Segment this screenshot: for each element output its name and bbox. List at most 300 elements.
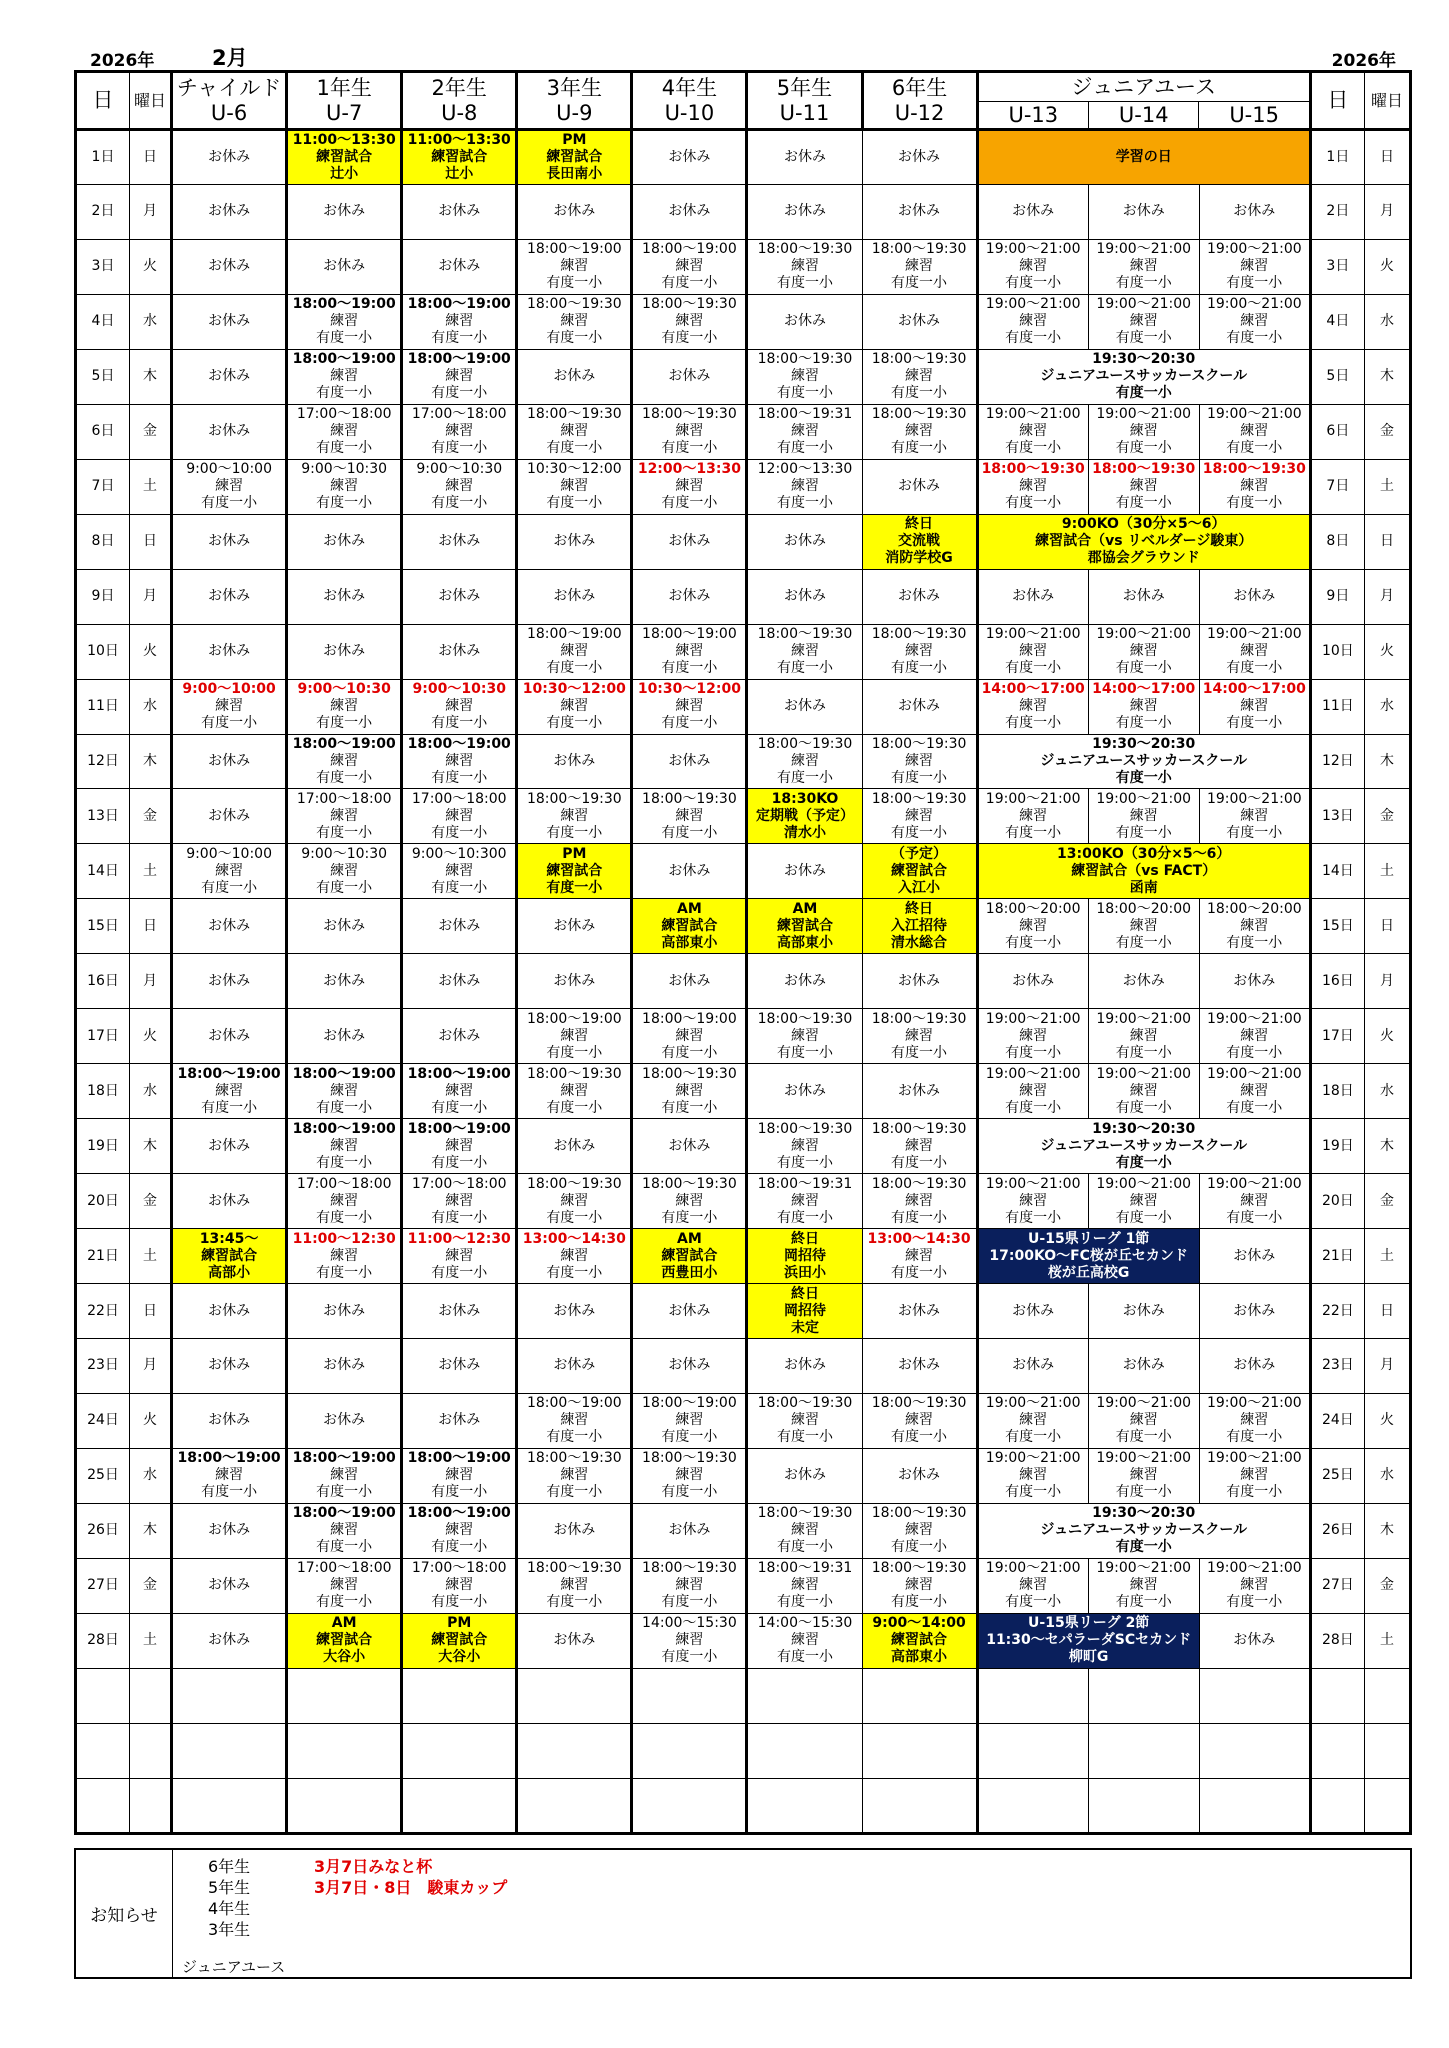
schedule-cell: 19:00～21:00 練習 有度一小 — [1199, 1009, 1310, 1064]
empty-cell — [977, 1723, 1088, 1778]
header-row — [76, 72, 1411, 130]
schedule-cell: 19:00～21:00 練習 有度一小 — [1088, 404, 1199, 459]
schedule-cell: AM 練習試合 西豊田小 — [632, 1229, 747, 1284]
notice-item: 4年生 — [208, 1899, 251, 1918]
schedule-cell: 18:00～19:00 練習 有度一小 — [632, 239, 747, 294]
schedule-cell: お休み — [172, 569, 287, 624]
schedule-cell: 17:00～18:00 練習 有度一小 — [402, 1558, 517, 1613]
schedule-cell: お休み — [517, 1613, 632, 1668]
day-row — [76, 789, 1411, 844]
weekday: 日 — [130, 130, 172, 185]
schedule-cell: お休み — [747, 679, 862, 734]
weekday-right: 月 — [1364, 954, 1410, 1009]
schedule-cell: お休み — [632, 130, 747, 185]
schedule-cell: U-15県リーグ 2節 11:30～セパラーダSCセカンド 柳町G — [977, 1613, 1199, 1668]
schedule-cell: 18:00～19:00 練習 有度一小 — [172, 1064, 287, 1119]
weekday-right: 火 — [1364, 239, 1410, 294]
day-number-right: 1日 — [1310, 130, 1364, 185]
schedule-cell: 11:00～12:30 練習 有度一小 — [402, 1229, 517, 1284]
schedule-cell: 18:00～20:00 練習 有度一小 — [1088, 899, 1199, 954]
header-grade-u9: 3年生 U-9 — [517, 72, 632, 130]
schedule-cell: 19:00～21:00 練習 有度一小 — [977, 1448, 1088, 1503]
schedule-cell: 18:00～19:00 練習 有度一小 — [632, 1009, 747, 1064]
schedule-cell: お休み — [517, 514, 632, 569]
empty-cell — [1088, 1668, 1199, 1723]
schedule-cell: 18:00～20:00 練習 有度一小 — [1199, 899, 1310, 954]
schedule-cell: お休み — [977, 1338, 1088, 1393]
schedule-cell: お休み — [747, 844, 862, 899]
schedule-cell: 19:00～21:00 練習 有度一小 — [977, 1064, 1088, 1119]
schedule-cell: 11:00～12:30 練習 有度一小 — [287, 1229, 402, 1284]
weekday-right: 日 — [1364, 130, 1410, 185]
schedule-cell: 19:30～20:30 ジュニアユースサッカースクール 有度一小 — [977, 1119, 1310, 1174]
weekday: 日 — [130, 514, 172, 569]
schedule-cell: お休み — [402, 1009, 517, 1064]
schedule-cell: お休み — [1088, 1284, 1199, 1339]
schedule-cell: お休み — [172, 1338, 287, 1393]
weekday: 月 — [130, 1338, 172, 1393]
weekday: 水 — [130, 294, 172, 349]
day-row — [76, 1393, 1411, 1448]
schedule-cell: 19:00～21:00 練習 有度一小 — [977, 1174, 1088, 1229]
schedule-cell: お休み — [172, 184, 287, 239]
schedule-cell: お休み — [402, 1284, 517, 1339]
weekday: 火 — [130, 1009, 172, 1064]
schedule-cell: 10:30～12:00 練習 有度一小 — [632, 679, 747, 734]
weekday: 木 — [130, 734, 172, 789]
empty-row — [76, 1668, 1411, 1723]
schedule-cell: 17:00～18:00 練習 有度一小 — [287, 1558, 402, 1613]
day-number-right: 20日 — [1310, 1174, 1364, 1229]
schedule-cell: お休み — [632, 1338, 747, 1393]
schedule-cell: お休み — [747, 294, 862, 349]
schedule-cell: 10:30～12:00 練習 有度一小 — [517, 459, 632, 514]
schedule-cell: 18:00～19:00 練習 有度一小 — [517, 239, 632, 294]
schedule-cell: お休み — [517, 349, 632, 404]
empty-cell — [76, 1723, 130, 1778]
day-row — [76, 1503, 1411, 1558]
weekday: 日 — [130, 899, 172, 954]
day-number: 13日 — [76, 789, 130, 844]
weekday-right: 金 — [1364, 404, 1410, 459]
schedule-cell: 18:00～19:30 練習 有度一小 — [862, 1393, 977, 1448]
day-number: 24日 — [76, 1393, 130, 1448]
day-number: 8日 — [76, 514, 130, 569]
schedule-cell: 9:00～10:30 練習 有度一小 — [402, 679, 517, 734]
schedule-cell: 19:00～21:00 練習 有度一小 — [1088, 1174, 1199, 1229]
schedule-cell: お休み — [747, 954, 862, 1009]
empty-cell — [287, 1668, 402, 1723]
schedule-cell: 18:00～19:31 練習 有度一小 — [747, 1174, 862, 1229]
day-number: 28日 — [76, 1613, 130, 1668]
schedule-cell: （予定） 練習試合 入江小 — [862, 844, 977, 899]
empty-cell — [1364, 1723, 1410, 1778]
schedule-cell: 19:30～20:30 ジュニアユースサッカースクール 有度一小 — [977, 1503, 1310, 1558]
schedule-cell: お休み — [172, 294, 287, 349]
empty-cell — [287, 1778, 402, 1833]
schedule-cell: お休み — [402, 239, 517, 294]
schedule-cell: 12:00～13:30 練習 有度一小 — [747, 459, 862, 514]
schedule-cell: お休み — [287, 954, 402, 1009]
empty-cell — [130, 1668, 172, 1723]
schedule-cell: 18:00～19:30 練習 有度一小 — [862, 1503, 977, 1558]
empty-cell — [402, 1723, 517, 1778]
schedule-cell: 9:00～10:30 練習 有度一小 — [287, 459, 402, 514]
day-number-right: 26日 — [1310, 1503, 1364, 1558]
schedule-cell: お休み — [632, 734, 747, 789]
schedule-cell: 終日 岡招待 浜田小 — [747, 1229, 862, 1284]
empty-row — [76, 1778, 1411, 1833]
schedule-cell: 19:00～21:00 練習 有度一小 — [1088, 1448, 1199, 1503]
empty-cell — [402, 1668, 517, 1723]
schedule-cell: お休み — [632, 1119, 747, 1174]
schedule-cell: 19:00～21:00 練習 有度一小 — [1088, 1558, 1199, 1613]
weekday: 火 — [130, 239, 172, 294]
header-junior-youth: ジュニアユース U-13 U-14 U-15 — [977, 72, 1310, 130]
schedule-cell: 学習の日 — [977, 130, 1310, 185]
schedule-cell: 18:00～19:30 練習 有度一小 — [517, 1448, 632, 1503]
schedule-cell: お休み — [977, 1284, 1088, 1339]
schedule-cell: 18:00～19:00 練習 有度一小 — [287, 294, 402, 349]
empty-cell — [1088, 1778, 1199, 1833]
schedule-cell: 18:00～19:00 練習 有度一小 — [402, 734, 517, 789]
header-grade-u8: 2年生 U-8 — [402, 72, 517, 130]
weekday: 木 — [130, 1119, 172, 1174]
schedule-cell: 17:00～18:00 練習 有度一小 — [287, 1174, 402, 1229]
weekday-right: 木 — [1364, 734, 1410, 789]
empty-cell — [1088, 1723, 1199, 1778]
weekday: 火 — [130, 624, 172, 679]
schedule-cell: 10:30～12:00 練習 有度一小 — [517, 679, 632, 734]
day-number-right: 17日 — [1310, 1009, 1364, 1064]
schedule-cell: お休み — [172, 1009, 287, 1064]
schedule-cell: 19:00～21:00 練習 有度一小 — [1088, 1064, 1199, 1119]
day-number: 22日 — [76, 1284, 130, 1339]
schedule-cell: 19:00～21:00 練習 有度一小 — [977, 789, 1088, 844]
schedule-cell: 18:00～19:30 練習 有度一小 — [862, 1558, 977, 1613]
schedule-cell: 18:00～19:30 練習 有度一小 — [747, 1119, 862, 1174]
day-number: 9日 — [76, 569, 130, 624]
schedule-cell: 18:00～19:00 練習 有度一小 — [287, 1064, 402, 1119]
schedule-cell: 18:00～19:00 練習 有度一小 — [632, 624, 747, 679]
day-number: 3日 — [76, 239, 130, 294]
schedule-cell: お休み — [172, 1558, 287, 1613]
schedule-cell: 終日 入江招待 清水総合 — [862, 899, 977, 954]
day-row — [76, 1284, 1411, 1339]
day-number-right: 18日 — [1310, 1064, 1364, 1119]
empty-cell — [130, 1723, 172, 1778]
schedule-cell: お休み — [172, 624, 287, 679]
empty-cell — [632, 1778, 747, 1833]
day-number: 6日 — [76, 404, 130, 459]
schedule-cell: 18:00～19:30 練習 有度一小 — [517, 789, 632, 844]
schedule-cell: AM 練習試合 大谷小 — [287, 1613, 402, 1668]
day-number-right: 28日 — [1310, 1613, 1364, 1668]
empty-cell — [862, 1778, 977, 1833]
day-row — [76, 459, 1411, 514]
empty-cell — [1310, 1778, 1364, 1833]
schedule-cell: お休み — [1088, 1338, 1199, 1393]
empty-cell — [977, 1668, 1088, 1723]
day-number-right: 19日 — [1310, 1119, 1364, 1174]
schedule-cell: 18:00～19:30 練習 有度一小 — [632, 1064, 747, 1119]
notice-label: お知らせ — [76, 1850, 173, 1977]
weekday-right: 火 — [1364, 1009, 1410, 1064]
header-grade-u12: 6年生 U-12 — [862, 72, 977, 130]
day-row — [76, 569, 1411, 624]
schedule-cell: PM 練習試合 有度一小 — [517, 844, 632, 899]
day-row — [76, 1064, 1411, 1119]
day-number-right: 24日 — [1310, 1393, 1364, 1448]
day-number: 23日 — [76, 1338, 130, 1393]
schedule-cell: お休み — [172, 1503, 287, 1558]
day-number: 12日 — [76, 734, 130, 789]
weekday: 金 — [130, 1174, 172, 1229]
monthly-schedule-table — [74, 70, 1412, 1835]
schedule-cell: お休み — [862, 679, 977, 734]
schedule-cell: 19:00～21:00 練習 有度一小 — [977, 404, 1088, 459]
weekday: 土 — [130, 1613, 172, 1668]
schedule-cell: 18:00～19:30 練習 有度一小 — [747, 1503, 862, 1558]
schedule-cell: お休み — [977, 184, 1088, 239]
schedule-cell: お休み — [172, 1613, 287, 1668]
day-row — [76, 1174, 1411, 1229]
day-number-right: 9日 — [1310, 569, 1364, 624]
schedule-cell: 19:30～20:30 ジュニアユースサッカースクール 有度一小 — [977, 734, 1310, 789]
day-number-right: 23日 — [1310, 1338, 1364, 1393]
schedule-cell: お休み — [287, 1009, 402, 1064]
schedule-cell: 18:00～19:30 練習 有度一小 — [862, 349, 977, 404]
header-grade-u7: 1年生 U-7 — [287, 72, 402, 130]
schedule-cell: 19:00～21:00 練習 有度一小 — [1199, 294, 1310, 349]
day-number-right: 7日 — [1310, 459, 1364, 514]
schedule-cell: 18:00～19:00 練習 有度一小 — [517, 624, 632, 679]
schedule-cell: お休み — [287, 1338, 402, 1393]
weekday-right: 月 — [1364, 569, 1410, 624]
schedule-cell: お休み — [287, 899, 402, 954]
schedule-cell: 18:00～19:30 練習 有度一小 — [632, 404, 747, 459]
schedule-cell: 18:30KO 定期戦（予定） 清水小 — [747, 789, 862, 844]
schedule-cell: 14:00～17:00 練習 有度一小 — [1088, 679, 1199, 734]
schedule-cell: 19:30～20:30 ジュニアユースサッカースクール 有度一小 — [977, 349, 1310, 404]
schedule-cell: お休み — [402, 624, 517, 679]
weekday: 金 — [130, 1558, 172, 1613]
schedule-cell: AM 練習試合 高部東小 — [747, 899, 862, 954]
empty-cell — [517, 1668, 632, 1723]
schedule-cell: 9:00～10:00 練習 有度一小 — [172, 844, 287, 899]
notice-box — [74, 1848, 1412, 1979]
empty-cell — [402, 1778, 517, 1833]
schedule-cell: 9:00～10:30 練習 有度一小 — [402, 459, 517, 514]
schedule-cell: お休み — [1088, 184, 1199, 239]
schedule-cell: 18:00～19:30 練習 有度一小 — [632, 1558, 747, 1613]
schedule-cell: 9:00～10:00 練習 有度一小 — [172, 679, 287, 734]
year-label-left: 2026年 — [90, 51, 155, 71]
schedule-cell: お休み — [1088, 954, 1199, 1009]
day-row — [76, 130, 1411, 185]
weekday: 月 — [130, 569, 172, 624]
schedule-cell: お休み — [517, 1284, 632, 1339]
schedule-cell: PM 練習試合 長田南小 — [517, 130, 632, 185]
day-number-right: 8日 — [1310, 514, 1364, 569]
day-row — [76, 954, 1411, 1009]
schedule-cell: 18:00～19:30 練習 有度一小 — [517, 1558, 632, 1613]
schedule-cell: お休み — [862, 459, 977, 514]
schedule-cell: 18:00～19:00 練習 有度一小 — [287, 349, 402, 404]
schedule-cell: お休み — [862, 1284, 977, 1339]
schedule-cell: 18:00～19:30 練習 有度一小 — [862, 404, 977, 459]
schedule-cell: お休み — [287, 514, 402, 569]
day-number: 19日 — [76, 1119, 130, 1174]
day-number: 2日 — [76, 184, 130, 239]
schedule-cell: 18:00～19:30 練習 有度一小 — [1088, 459, 1199, 514]
schedule-cell: お休み — [1199, 569, 1310, 624]
empty-cell — [747, 1778, 862, 1833]
schedule-cell: お休み — [1199, 1229, 1310, 1284]
schedule-cell: お休み — [287, 624, 402, 679]
notice-junior-youth: ジュニアユース — [182, 1958, 286, 1976]
schedule-cell: 18:00～19:00 練習 有度一小 — [402, 294, 517, 349]
day-number-right: 13日 — [1310, 789, 1364, 844]
schedule-cell: お休み — [517, 954, 632, 1009]
weekday-right: 土 — [1364, 1229, 1410, 1284]
schedule-cell: 18:00～19:00 練習 有度一小 — [632, 1393, 747, 1448]
empty-cell — [1199, 1668, 1310, 1723]
weekday: 日 — [130, 1284, 172, 1339]
day-row — [76, 1119, 1411, 1174]
header-weekday: 曜日 — [130, 72, 172, 130]
schedule-cell: 18:00～19:00 練習 有度一小 — [517, 1009, 632, 1064]
schedule-cell: お休み — [632, 844, 747, 899]
weekday-right: 木 — [1364, 1503, 1410, 1558]
schedule-cell: お休み — [172, 1119, 287, 1174]
schedule-cell: 19:00～21:00 練習 有度一小 — [1088, 789, 1199, 844]
header-grade-u11: 5年生 U-11 — [747, 72, 862, 130]
schedule-cell: お休み — [747, 1448, 862, 1503]
schedule-cell: 19:00～21:00 練習 有度一小 — [1199, 404, 1310, 459]
schedule-cell: 18:00～19:30 練習 有度一小 — [862, 734, 977, 789]
weekday-right: 日 — [1364, 514, 1410, 569]
weekday: 木 — [130, 349, 172, 404]
weekday-right: 金 — [1364, 789, 1410, 844]
month-label: 2月 — [212, 46, 248, 70]
empty-cell — [517, 1778, 632, 1833]
schedule-cell: お休み — [747, 514, 862, 569]
weekday-right: 水 — [1364, 1064, 1410, 1119]
day-row — [76, 624, 1411, 679]
weekday-right: 日 — [1364, 899, 1410, 954]
empty-row — [76, 1723, 1411, 1778]
weekday-right: 金 — [1364, 1558, 1410, 1613]
day-number-right: 3日 — [1310, 239, 1364, 294]
schedule-cell: お休み — [632, 1284, 747, 1339]
day-row — [76, 1229, 1411, 1284]
day-row — [76, 1009, 1411, 1064]
header-day-right: 日 — [1310, 72, 1364, 130]
day-row — [76, 1558, 1411, 1613]
day-number-right: 22日 — [1310, 1284, 1364, 1339]
schedule-cell: お休み — [862, 1064, 977, 1119]
schedule-cell: お休み — [1199, 1338, 1310, 1393]
weekday: 火 — [130, 1393, 172, 1448]
weekday: 木 — [130, 1503, 172, 1558]
schedule-cell: 19:00～21:00 練習 有度一小 — [977, 239, 1088, 294]
schedule-cell: お休み — [747, 569, 862, 624]
day-number-right: 21日 — [1310, 1229, 1364, 1284]
schedule-cell: お休み — [172, 789, 287, 844]
schedule-cell: 19:00～21:00 練習 有度一小 — [1199, 789, 1310, 844]
schedule-cell: 14:00～17:00 練習 有度一小 — [977, 679, 1088, 734]
schedule-cell: お休み — [517, 899, 632, 954]
weekday-right: 木 — [1364, 1119, 1410, 1174]
schedule-cell: 19:00～21:00 練習 有度一小 — [1199, 239, 1310, 294]
schedule-cell: 18:00～20:00 練習 有度一小 — [977, 899, 1088, 954]
schedule-cell: お休み — [287, 184, 402, 239]
schedule-cell: 9:00KO（30分×5～6） 練習試合（vs リベルダージ駿東） 郡協会グラウンド — [977, 514, 1310, 569]
schedule-cell: 19:00～21:00 練習 有度一小 — [1088, 239, 1199, 294]
schedule-cell: 18:00～19:30 練習 有度一小 — [747, 624, 862, 679]
day-number: 14日 — [76, 844, 130, 899]
day-row — [76, 294, 1411, 349]
schedule-cell: 13:45～ 練習試合 高部小 — [172, 1229, 287, 1284]
header-grade-u6: チャイルド U-6 — [172, 72, 287, 130]
schedule-cell: お休み — [747, 1064, 862, 1119]
empty-cell — [1364, 1778, 1410, 1833]
empty-cell — [632, 1668, 747, 1723]
schedule-cell: お休み — [632, 569, 747, 624]
schedule-cell: お休み — [632, 514, 747, 569]
schedule-cell: 18:00～19:30 練習 有度一小 — [1199, 459, 1310, 514]
day-number-right: 6日 — [1310, 404, 1364, 459]
schedule-cell: 19:00～21:00 練習 有度一小 — [1199, 624, 1310, 679]
schedule-cell: お休み — [172, 130, 287, 185]
empty-cell — [862, 1723, 977, 1778]
schedule-cell: 18:00～19:30 練習 有度一小 — [862, 789, 977, 844]
schedule-cell: お休み — [632, 1503, 747, 1558]
schedule-cell: お休み — [402, 184, 517, 239]
weekday: 月 — [130, 954, 172, 1009]
empty-cell — [1199, 1778, 1310, 1833]
day-number-right: 12日 — [1310, 734, 1364, 789]
day-number: 4日 — [76, 294, 130, 349]
day-number: 15日 — [76, 899, 130, 954]
day-number-right: 15日 — [1310, 899, 1364, 954]
weekday-right: 金 — [1364, 1174, 1410, 1229]
schedule-cell: 19:00～21:00 練習 有度一小 — [1199, 1393, 1310, 1448]
schedule-cell: 14:00～15:30 練習 有度一小 — [632, 1613, 747, 1668]
day-number: 10日 — [76, 624, 130, 679]
day-number: 27日 — [76, 1558, 130, 1613]
schedule-cell: お休み — [287, 1393, 402, 1448]
day-number-right: 27日 — [1310, 1558, 1364, 1613]
empty-cell — [76, 1668, 130, 1723]
schedule-cell: 19:00～21:00 練習 有度一小 — [1199, 1064, 1310, 1119]
schedule-cell: 17:00～18:00 練習 有度一小 — [402, 1174, 517, 1229]
schedule-cell: 14:00～15:30 練習 有度一小 — [747, 1613, 862, 1668]
schedule-cell: お休み — [517, 569, 632, 624]
schedule-cell: 19:00～21:00 練習 有度一小 — [1088, 294, 1199, 349]
weekday: 水 — [130, 1448, 172, 1503]
schedule-cell: お休み — [1199, 184, 1310, 239]
day-row — [76, 514, 1411, 569]
schedule-cell: 18:00～19:30 練習 有度一小 — [517, 404, 632, 459]
schedule-cell: お休み — [747, 184, 862, 239]
schedule-cell: お休み — [747, 130, 862, 185]
day-row — [76, 734, 1411, 789]
day-number-right: 11日 — [1310, 679, 1364, 734]
calendar-title-bar — [74, 44, 1412, 70]
weekday-right: 日 — [1364, 1284, 1410, 1339]
